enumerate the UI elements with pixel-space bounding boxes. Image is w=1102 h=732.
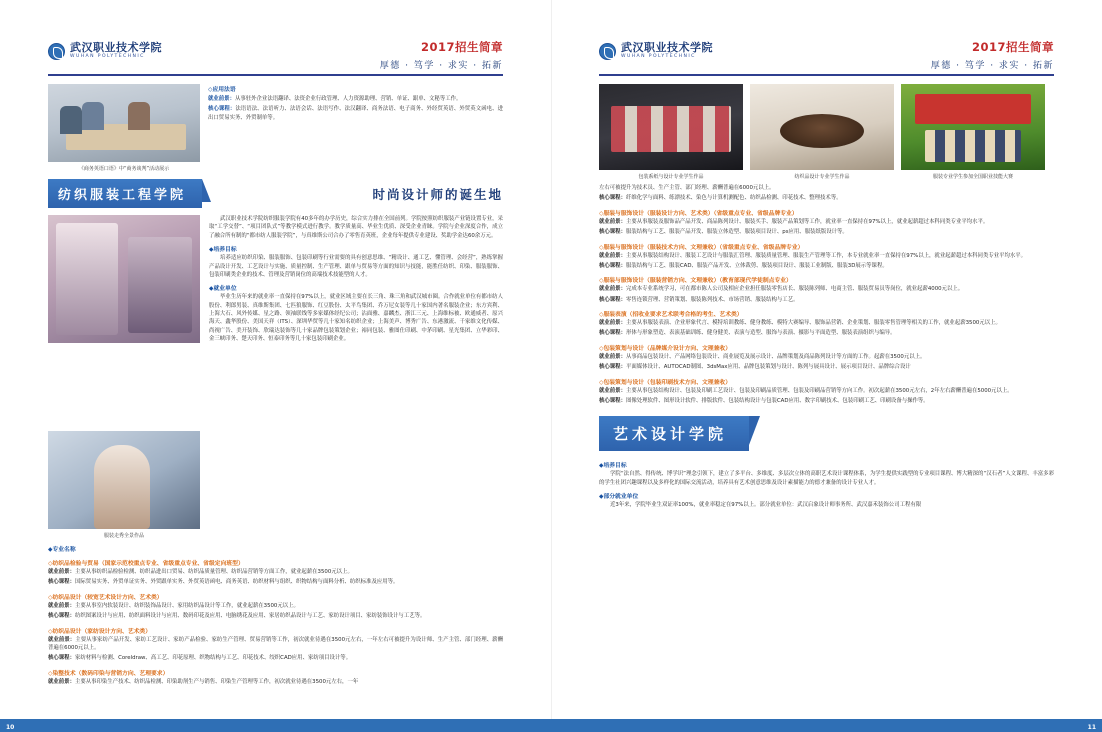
- program-courses-4: [599, 363, 1054, 371]
- caption-runway-show: 服装走秀全景作品: [103, 533, 144, 539]
- brochure-year-title: 2017招生简章: [420, 40, 503, 54]
- law-courses-label: 核心课程：: [208, 106, 236, 113]
- major-courses-label-2: 核心课程：: [48, 655, 75, 662]
- school-name-en: WUHAN POLYTECHNIC: [621, 54, 696, 59]
- program-item-2: [599, 275, 1054, 304]
- program-title-2: ◇服装与服饰设计（服装营销方向、文理兼收）（教育部现代学徒制点专业）: [599, 278, 792, 285]
- program-courses-text-2: 零售连锁营理、营销策划、服装陈列技术、市场营销、服装结构与工艺。: [625, 296, 799, 303]
- program-employment-3: [599, 319, 1054, 327]
- majors-heading: ◆专业名称: [48, 547, 76, 553]
- program-courses-label-5: 核心课程：: [599, 397, 626, 404]
- program-title-5: ◇包装策划与设计（包装印刷技术方向、文理兼收）: [599, 379, 731, 386]
- law-major-text: [208, 84, 503, 172]
- college-banner-row: [48, 179, 503, 208]
- law-courses-text: 法语语法、法语听力、法语会话、法语写作、法汉翻译、商务法语、电子商务、外经贸英语、外贸英文函电、进出口贸易实务、外贸制单等。: [208, 106, 503, 121]
- caption-packaging-works: 包装系纸与设计专业学生作品: [638, 174, 704, 180]
- program-employment-text-2: 完成本专业系统学习，可在都市陈人公司及相应企业担任服装零售店长、服装陈列师、电商主管、服装贸易员等岗位，就业起薪4000元以上。: [625, 286, 964, 293]
- major-courses-label-0: 核心课程：: [48, 579, 75, 586]
- program-courses-text-1: 服装结构与工艺、服装CAD、服装产品开发、立体裁剪、服装项目设计、服装工业制版、服装3D展示等课程。: [625, 262, 888, 269]
- program-employment-label-4: 就业前景：: [599, 353, 626, 360]
- major-courses-0: [48, 578, 503, 586]
- program-employment-text-4: 从事商品包装设计、产品网络包装设计、商业展览及展示设计、品牌策划及商品陈列设计等方面的工作。起薪在3500元以上。: [625, 353, 926, 360]
- lead-courses-paragraph: [599, 194, 1054, 202]
- photo-business-english: [48, 84, 200, 162]
- lead-courses-text: 纤维化学与面料、练漂技术、染色与计算机测配色、纺织品检测、印花技术、整理技术等。: [625, 195, 842, 202]
- program-employment-text-1: 主要从事服装结构设计、服装工艺设计与服装汇管理、服装质量管理、服装生产管理等工作，本专业就业率一直保持在97%以上，就业起薪超过本科同类专业平均水平。: [625, 252, 1027, 259]
- major-title-3: ◇染整技术（数码印染与营销方向、艺理要求）: [48, 670, 169, 677]
- program-item-1: [599, 242, 1054, 271]
- left-media-column: [48, 215, 200, 539]
- law-courses-paragraph: [208, 105, 503, 122]
- art-college-banner-title: 艺术设计学院: [599, 416, 749, 451]
- art-employment-heading: ◆部分就业单位: [599, 494, 639, 500]
- left-page-number: 10: [6, 724, 15, 731]
- program-courses-3: [599, 329, 1054, 337]
- major-employment-label-1: 就业前景：: [48, 602, 75, 609]
- law-employment-paragraph: [208, 95, 503, 103]
- program-courses-label-4: 核心课程：: [599, 364, 626, 371]
- header-right: [380, 42, 503, 71]
- school-logo-icon: [599, 43, 616, 60]
- college-intro: 武汉职业技术学院纺织服装学院有40多年的办学历史，综合实力排在全国前列。学院按照纺织服装产业链设置专业，采取“工学交替”、“项目团队式”等教学模式进行教学。教学质量高、毕业生优质、深受企业青睐。学院与企业深度合作，成立了融合所有制的“都市纺人服装学院”，与真维斯公司合办了零售育英班，企业每年提供专业建设、奖助学金达60余万元。: [209, 216, 503, 239]
- school-name-cn: 武汉职业技术学院: [70, 41, 162, 54]
- major-courses-text-1: 纺织图案设计与应用、纺织面料设计与应用、数码印花及应用、电脑绣花及应用、家居纺织品设计与工艺、家纺设计项目、家纺装饰设计与工艺等。: [74, 613, 426, 620]
- training-goal-text: 培养适应纺织印染、服装服饰、包装印刷等行业需要的具有创意思维、“精设计、通工艺、懂管理、会经营”，熟练掌握产品设计开发、工艺设计与实施、质量控制、生产管理、跟单与贸易等方面的知识与技能，能胜任纺织、印染、服装服饰、包装印刷类企业的技术、管理及营销岗位的高端技术技能型的人才。: [209, 255, 503, 278]
- college-slogan: 时尚设计师的诞生地: [372, 186, 503, 202]
- program-employment-label-2: 就业前景：: [599, 286, 626, 293]
- employment-unit-text: 毕业生历年来的就业率一直保持在97%以上，就业区域主要在长三角、珠三角和武汉城市圈。合作就业单位有都市纺人股份、利郎男装、真维斯集团、七匹狼服饰、红豆股份、太平鸟集团、乔万尼女装等几十家国内著名服装企业；东方宾利、上海大石、风外传媒、星之路、领袖联线等多家媒体经纪公司；沾面雅、嘉麟杰、浙江三元、上海维标被、欧通威者、原兴海天、鑫华股份、美国天祥（ITS）、深圳华贸等几十家知名纺织企业；上海美声、博秀广告、东港激流、千家维文化传媒、尚视广告、美开装饰、欣瑞达装饰等几十家品牌包装策划企业；裕同包装、雅图仕印刷、中茅印刷、星光集团、立华彩印、金三峡印务、楚天印务、恒泰印务等几十家包装印刷企业。: [209, 294, 503, 343]
- major-courses-1: [48, 612, 503, 620]
- major-title-1: ◇纺织品设计（较宽艺术设计方向、艺术类）: [48, 594, 163, 601]
- law-employment-text: 从事驻外企业法语翻译、法资企业行政管理、人力资源助理、营销、单证、跟单、文秘等工作。: [234, 96, 462, 102]
- program-courses-text-0: 服装结构与工艺、服装产品开发、服装立体造型、服装项目设计、ps应用、服装纸版设计等。: [625, 229, 848, 236]
- major-employment-label-2: 就业前景：: [48, 636, 76, 643]
- program-courses-label-1: 核心课程：: [599, 262, 626, 269]
- major-employment-text-1: 主要从事室内软装设计、纺织装饰品设计、家用纺织品设计等工作，就业起薪在3500元以上。: [74, 602, 299, 609]
- program-item-3: [599, 309, 1054, 338]
- photo-item-competition: [901, 84, 1045, 180]
- program-employment-text-0: 主要从事服装及服饰品产品开发、商品陈列设计、服装买手、服装产品策划等工作，就业率一直保持在97%以上，就业起薪超过本科同类专业平均水平。: [625, 218, 989, 225]
- school-logo-text: [621, 42, 713, 60]
- caption-skills-competition: 服装专业学生参加全国职业技能大赛: [932, 174, 1013, 180]
- program-employment-label-5: 就业前景：: [599, 387, 626, 394]
- art-employment-text: 近3年来，学院毕业生双证率100%，就业率稳定在97%以上。部分就业单位：武汉启象设计师事务所、武汉嘉禾装饰公司工程有限: [610, 502, 922, 508]
- program-courses-label-3: 核心课程：: [599, 330, 626, 337]
- program-item-5: [599, 377, 1054, 406]
- law-employment-label: 就业前景：: [208, 96, 235, 102]
- program-courses-text-5: 图像处理软件、图形设计软件、排版软件、包装结构设计与包装CAD应用、数字印刷技术、包装印刷工艺、印刷设备与操作等。: [625, 397, 929, 404]
- major-employment-label-3: 就业前景：: [48, 678, 75, 685]
- brochure-year-title: 2017招生简章: [971, 40, 1054, 54]
- major-title-0: ◇纺织品检验与贸易（国家示范校重点专业、省级重点专业、省级定向班型）: [48, 561, 244, 567]
- photo-business-english-wrap: [48, 84, 200, 172]
- header-right: [931, 42, 1054, 71]
- major-employment-3: [48, 678, 503, 686]
- program-courses-5: [599, 397, 1054, 405]
- program-item-0: [599, 208, 1054, 237]
- school-logo-icon: [48, 43, 65, 60]
- photo-textile-works: [750, 84, 894, 170]
- school-motto: 厚德 · 笃学 · 求实 · 拓新: [379, 60, 503, 71]
- college-body: [48, 215, 503, 539]
- program-employment-2: [599, 285, 1054, 293]
- major-courses-label-1: 核心课程：: [48, 613, 75, 620]
- program-title-4: ◇包装策划与设计（品牌媒介设计方向、文理兼收）: [599, 345, 731, 352]
- right-page: [551, 0, 1102, 732]
- law-section-block: [48, 84, 503, 172]
- major-employment-text-3: 主要从事印染生产技术、纺织品检测、印染助剂生产与销售、印染生产管理等工作，初次就业待遇在3500元左右，一年: [74, 678, 359, 685]
- major-item-2: [48, 626, 503, 663]
- right-page-header: [599, 42, 1054, 76]
- major-employment-0: [48, 568, 503, 576]
- major-courses-text-0: 国际贸易实务、外贸单证实务、外贸跟单实务、外贸英语函电、商务英语、纺织材料与组织、织物结构与面料分析、纺织标准及应用等。: [74, 579, 399, 586]
- lead-continuation-text: 左右可被提升为技术员、生产主管、部门经理、薪酬普遍在6000元以上。: [599, 185, 775, 191]
- major-item-0: [48, 558, 503, 587]
- program-courses-0: [599, 228, 1054, 236]
- program-item-4: [599, 343, 1054, 372]
- major-item-1: [48, 592, 503, 621]
- program-courses-text-4: 平面媒体设计、AUTOCAD制图、3dsMax应用、品牌包装策划与设计、陈列与展具设计、展示项目设计、品牌综合设计: [625, 364, 911, 371]
- photo-fashion-design: [48, 215, 200, 343]
- program-title-3: ◇服装表演（招收业要求艺术联考合格的考生、艺术类）: [599, 312, 743, 318]
- student-works-photo-row: [599, 84, 1054, 180]
- program-employment-label-0: 就业前景：: [599, 218, 626, 225]
- major-courses-2: [48, 654, 503, 662]
- program-employment-text-3: 主要从事服装表演、企业形象代言、模特培训教练、健身教练、模特大赛编导、服饰品营销、企业策划、服装零售管理等相关的工作，就业起薪3500元以上。: [625, 320, 1001, 326]
- program-courses-label-2: 核心课程：: [599, 296, 626, 303]
- photo-item-packaging: [599, 84, 743, 180]
- program-employment-0: [599, 218, 1054, 226]
- major-employment-text-0: 主要从事纺织品检验检测、纺织品进出口贸易、纺织品质量管理、纺织品营销等方面工作，就业起薪在3500元以上。: [74, 569, 353, 575]
- program-employment-4: [599, 353, 1054, 361]
- photo-item-textile: [750, 84, 894, 180]
- program-courses-label-0: 核心课程：: [599, 229, 626, 236]
- art-training-goal-heading: ◆培养目标: [599, 463, 627, 470]
- program-employment-1: [599, 252, 1054, 260]
- caption-textile-works: 纺织品设计专业学生作品: [794, 174, 850, 180]
- major-courses-text-2: 家纺材料与检测、Coreldraw、高工艺、印花原理、织物结构与工艺、印花技术、绞织CAD应用、家纺项目设计等。: [74, 655, 352, 662]
- program-courses-2: [599, 296, 1054, 304]
- major-employment-1: [48, 602, 503, 610]
- photo-runway-show: [48, 431, 200, 529]
- art-training-goal-text: 学院“法自然、得传统、博学识”理念引领下，建立了多平台、多维度、多层次立体的高职艺术设计课程体系，为学生提供实践型的专业项目课程、博大精深的“汉石者”人文课程、丰富多彩的学生社团兴趣课程以及多样化的国际交流活动，培养具有艺术创意思维及设计素描能力的德才兼备的设计专业人才。: [599, 471, 1054, 486]
- school-logo-text: [70, 42, 162, 60]
- school-motto: 厚德 · 笃学 · 求实 · 拓新: [930, 60, 1054, 71]
- program-employment-label-3: 就业前景：: [599, 320, 626, 326]
- left-page-footer: [0, 719, 551, 732]
- left-page-header: [48, 42, 503, 76]
- program-title-0: ◇服装与服饰设计（服装设计方向、艺术类）（省级重点专业、省级品牌专业）: [599, 210, 798, 217]
- major-employment-2: [48, 636, 503, 653]
- employment-unit-heading: ◆就业单位: [209, 286, 237, 293]
- program-courses-text-3: 形体与形象塑造、表演基础训练、健身健美、表演与造型、服饰与表演、摄影与平面造型、服装表演组织与编导。: [625, 330, 896, 337]
- program-employment-label-1: 就业前景：: [599, 252, 626, 259]
- program-courses-1: [599, 262, 1054, 270]
- photo-packaging-works: [599, 84, 743, 170]
- right-page-footer: [551, 719, 1102, 732]
- major-item-3: [48, 668, 503, 686]
- major-employment-text-2: 主要从事家纺产品开发、家纺工艺设计、家纺产品检验、家纺生产管理、贸易营销等工作，初次就业待遇在3500元左右，一年左右可被提升为设计师、生产主管、部门经理、薪酬普遍在6000元以上。: [48, 636, 503, 651]
- college-text-column: [209, 215, 503, 539]
- major-employment-label-0: 就业前景：: [48, 569, 75, 575]
- right-page-number: 11: [1087, 724, 1096, 731]
- training-goal-heading: ◆培养目标: [209, 247, 237, 254]
- college-banner-title: 纺织服装工程学院: [48, 179, 202, 208]
- caption-business-english: 《商务英语口语》中“商务谈判”活动展示: [78, 166, 170, 172]
- program-title-1: ◇服装与服饰设计（服装技术方向、文理兼收）（省级重点专业、省级品牌专业）: [599, 244, 804, 251]
- school-name-en: WUHAN POLYTECHNIC: [70, 54, 145, 59]
- school-name-cn: 武汉职业技术学院: [621, 41, 713, 54]
- photo-skills-competition: [901, 84, 1045, 170]
- program-employment-text-5: 主要从事包装结构设计、包装及印刷工艺设计、包装及印刷品质管理、包装及印刷品营销等方向工作。初次起薪在3500元左右，2年左右薪酬普遍在5000元以上。: [625, 387, 1013, 394]
- law-major-heading: ◇应用法语: [208, 87, 236, 93]
- major-title-2: ◇纺织品设计（家纺设计方向、艺术类）: [48, 628, 152, 635]
- program-employment-5: [599, 387, 1054, 395]
- lead-courses-label: 核心课程：: [599, 195, 626, 202]
